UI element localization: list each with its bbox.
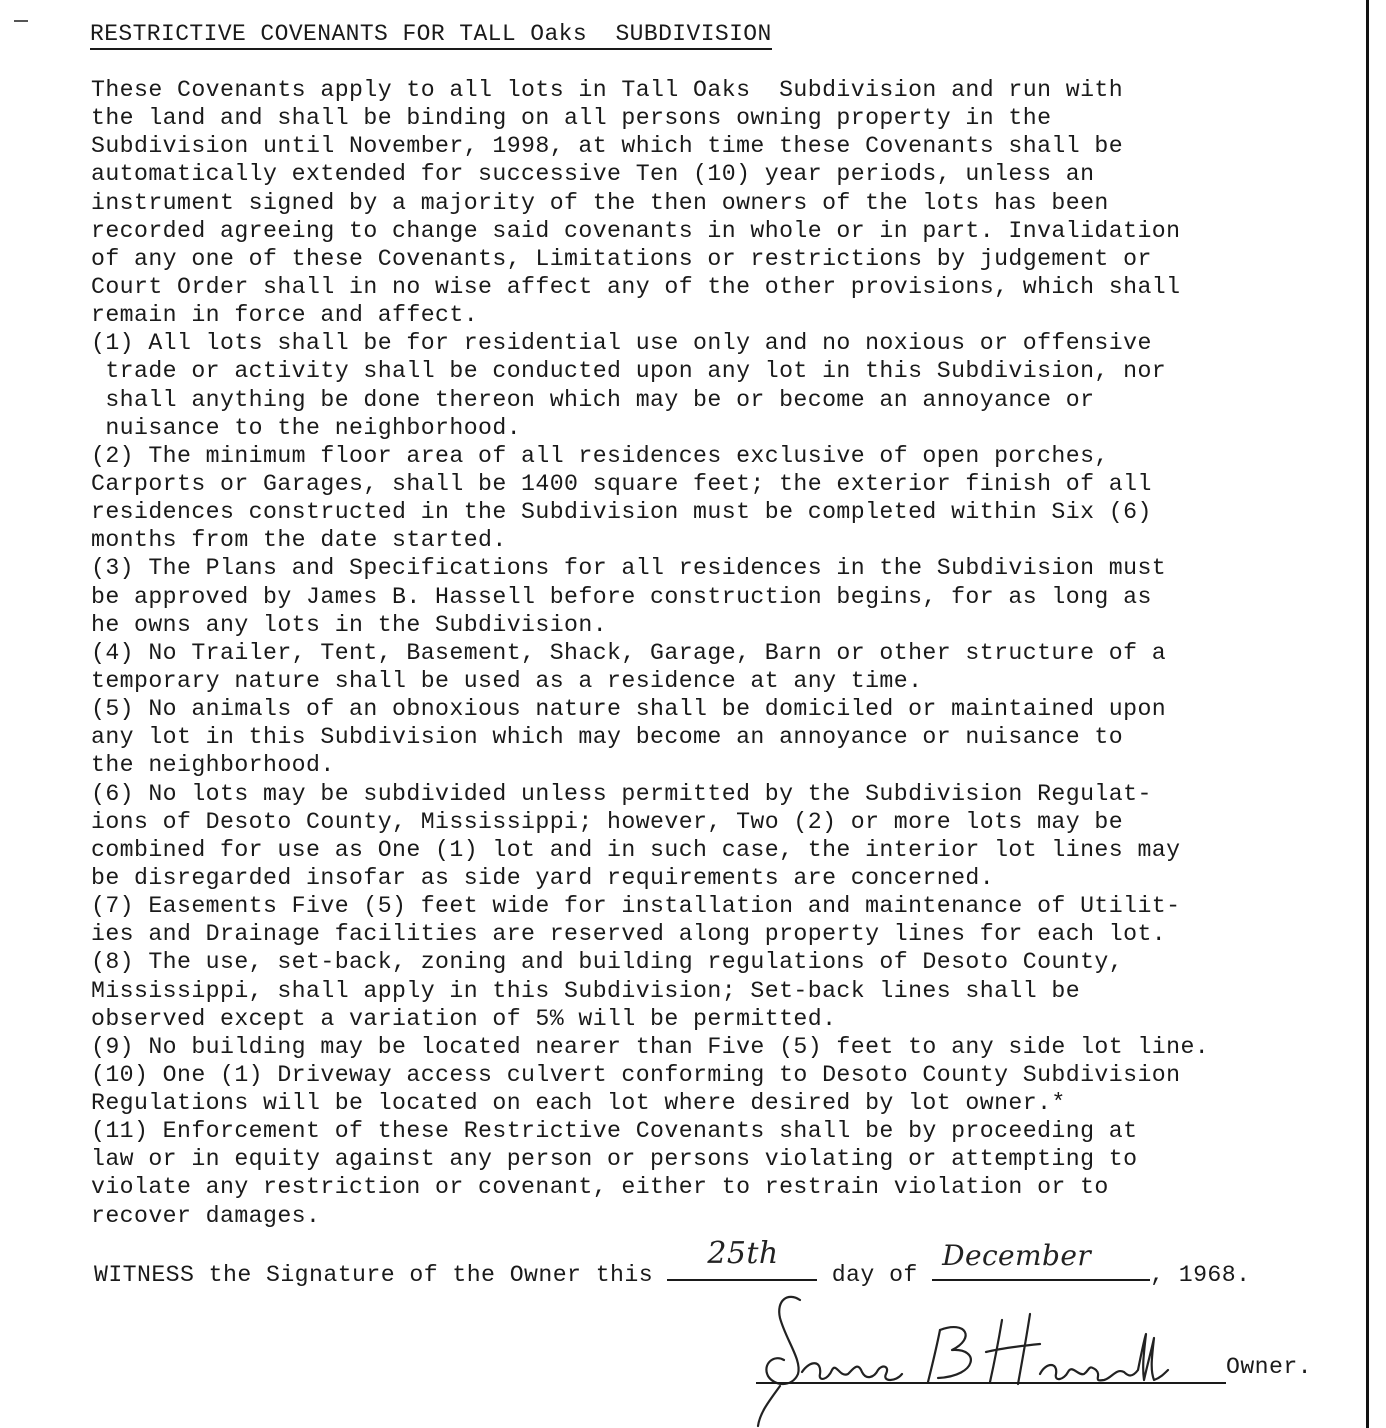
covenant-8-line: Mississippi, shall apply in this Subdivision; Set-back lines shall be: [91, 977, 1081, 1004]
witness-suffix: , 1968.: [1150, 1262, 1251, 1288]
body-line: remain in force and affect.: [91, 302, 479, 329]
covenant-2-line: residences constructed in the Subdivision must be completed within Six (6): [91, 499, 1152, 526]
covenant-10-line: Regulations will be located on each lot where desired by lot owner.*: [91, 1090, 1066, 1117]
witness-clause: [94, 1236, 1251, 1290]
owner-signature: [740, 1290, 1170, 1428]
page-edge-rule: [1366, 0, 1369, 1428]
covenant-4-line: temporary nature shall be used as a residence at any time.: [91, 667, 923, 694]
day-blank: [667, 1236, 817, 1281]
covenant-7-line: ies and Drainage facilities are reserved along property lines for each lot.: [91, 921, 1167, 948]
covenant-11-line: violate any restriction or covenant, either to restrain violation or to: [91, 1174, 1109, 1201]
covenant-2-line: Carports or Garages, shall be 1400 square feet; the exterior finish of all: [91, 470, 1152, 497]
covenant-11-line: (11) Enforcement of these Restrictive Covenants shall be by proceeding at: [91, 1118, 1138, 1145]
month-blank: [932, 1239, 1150, 1281]
covenant-1-line: (1) All lots shall be for residential use only and no noxious or offensive: [91, 330, 1152, 357]
witness-middle: day of: [817, 1262, 933, 1288]
witness-prefix: WITNESS the Signature of the Owner this: [94, 1262, 668, 1288]
body-line: Subdivision until November, 1998, at which time these Covenants shall be: [91, 133, 1124, 160]
covenant-2-line: months from the date started.: [91, 527, 507, 554]
body-line: automatically extended for successive Ten (10) year periods, unless an: [91, 161, 1095, 188]
covenant-10-line: (10) One (1) Driveway access culvert conforming to Desoto County Subdivision: [91, 1061, 1181, 1088]
body-line: the land and shall be binding on all persons owning property in the: [91, 105, 1052, 132]
covenant-1-line: trade or activity shall be conducted upon any lot in this Subdivision, nor: [91, 358, 1167, 385]
owner-label: Owner.: [1226, 1354, 1313, 1380]
handwritten-month: December: [942, 1239, 1092, 1272]
body-line: These Covenants apply to all lots in Tall Oaks Subdivision and run with: [91, 77, 1124, 103]
signature-line: [756, 1382, 1226, 1384]
covenant-3-line: (3) The Plans and Specifications for all residences in the Subdivision must: [91, 555, 1167, 582]
covenant-11-line: law or in equity against any person or persons violating or attempting to: [91, 1146, 1138, 1173]
covenant-6-line: (6) No lots may be subdivided unless permitted by the Subdivision Regulat-: [91, 780, 1152, 807]
covenants-body: [91, 76, 1366, 1230]
covenant-3-line: be approved by James B. Hassell before construction begins, for as long as: [91, 583, 1152, 610]
covenant-1-line: nuisance to the neighborhood.: [91, 414, 522, 441]
covenant-3-line: he owns any lots in the Subdivision.: [91, 611, 608, 638]
body-line: of any one of these Covenants, Limitations or restrictions by judgement or: [91, 245, 1152, 272]
covenant-5-line: any lot in this Subdivision which may become an annoyance or nuisance to: [91, 724, 1124, 751]
scan-mark: [14, 20, 28, 22]
covenant-8-line: observed except a variation of 5% will be permitted.: [91, 1005, 837, 1032]
covenant-5-line: the neighborhood.: [91, 752, 335, 779]
covenant-4-line: (4) No Trailer, Tent, Basement, Shack, Garage, Barn or other structure of a: [91, 639, 1167, 666]
covenant-7-line: (7) Easements Five (5) feet wide for installation and maintenance of Utilit-: [91, 893, 1181, 920]
covenant-5-line: (5) No animals of an obnoxious nature shall be domiciled or maintained upon: [91, 696, 1167, 723]
body-line: instrument signed by a majority of the then owners of the lots has been: [91, 189, 1109, 216]
document-title: RESTRICTIVE COVENANTS FOR TALL Oaks SUBDIVISION: [90, 20, 772, 50]
covenant-2-line: (2) The minimum floor area of all residences exclusive of open porches,: [91, 442, 1109, 469]
covenant-6-line: combined for use as One (1) lot and in such case, the interior lot lines may: [91, 836, 1181, 863]
covenant-11-line: recover damages.: [91, 1202, 321, 1229]
handwritten-day: 25th: [707, 1236, 779, 1271]
covenant-1-line: shall anything be done thereon which may be or become an annoyance or: [91, 386, 1095, 413]
body-line: Court Order shall in no wise affect any of the other provisions, which shall: [91, 273, 1181, 300]
covenant-6-line: be disregarded insofar as side yard requirements are concerned.: [91, 864, 995, 891]
covenant-9-line: (9) No building may be located nearer than Five (5) feet to any side lot line.: [91, 1033, 1210, 1060]
covenant-8-line: (8) The use, set-back, zoning and building regulations of Desoto County,: [91, 949, 1124, 976]
body-line: recorded agreeing to change said covenants in whole or in part. Invalidation: [91, 217, 1181, 244]
covenant-6-line: ions of Desoto County, Mississippi; however, Two (2) or more lots may be: [91, 808, 1124, 835]
